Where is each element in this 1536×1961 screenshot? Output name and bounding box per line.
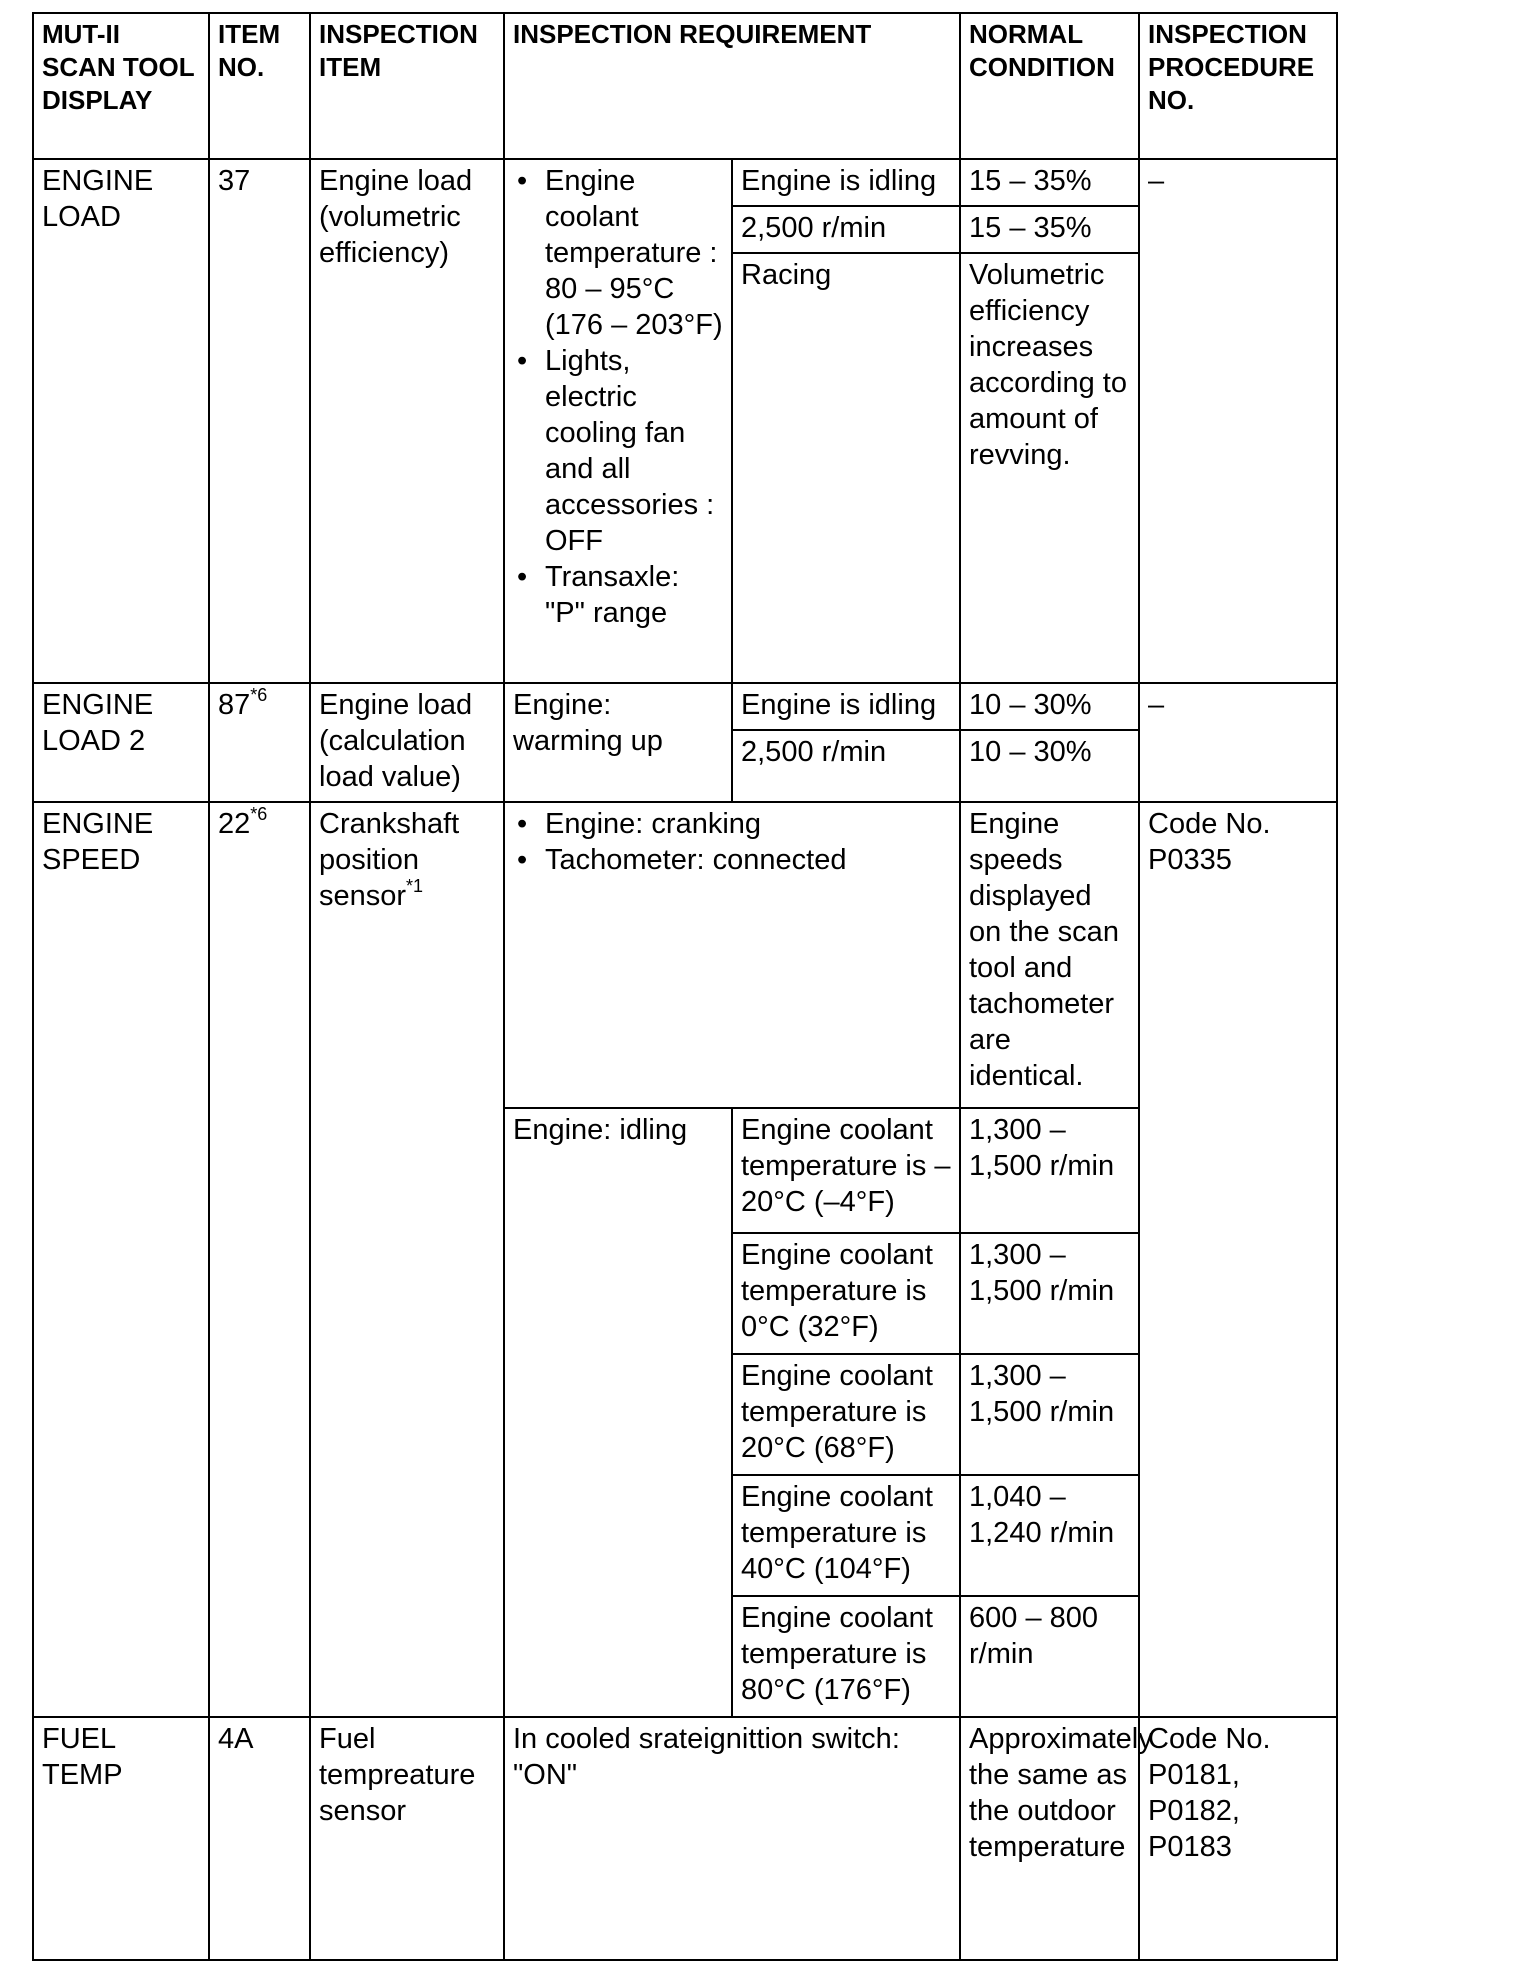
procedure-fuel-temp: Code No. P0181, P0182, P0183 (1139, 1717, 1337, 1960)
inspection-item-engine-load: Engine load (volumetric efficiency) (310, 159, 504, 683)
header-normal-condition: NORMAL CONDITION (960, 13, 1139, 159)
normal-cell: 1,040 – 1,240 r/min (960, 1475, 1139, 1596)
normal-cell: 1,300 – 1,500 r/min (960, 1354, 1139, 1475)
normal-cell: 15 – 35% (960, 206, 1139, 253)
item-no-4a: 4A (209, 1717, 310, 1960)
list-item: • Tachometer: connected (513, 842, 951, 878)
condition-cell: 2,500 r/min (732, 730, 960, 802)
footnote-mark: *1 (406, 876, 424, 896)
header-display: MUT-II SCAN TOOL DISPLAY (33, 13, 209, 159)
display-engine-speed: ENGINE SPEED (33, 802, 209, 1717)
condition-cell: Engine is idling (732, 159, 960, 206)
normal-cell: 10 – 30% (960, 683, 1139, 730)
display-fuel-temp: FUEL TEMP (33, 1717, 209, 1960)
condition-cell: Engine coolant temperature is –20°C (–4°F) (732, 1108, 960, 1233)
inspection-item-engine-speed (310, 802, 504, 1717)
inspection-item-engine-load-2: Engine load (calculation load value) (310, 683, 504, 802)
requirement-engine-load-2: Engine: warming up (504, 683, 732, 802)
normal-cell: Volumetric efficiency increases according to amount of revving. (960, 253, 1139, 683)
procedure-engine-load-2: – (1139, 683, 1337, 802)
display-engine-load: ENGINE LOAD (33, 159, 209, 683)
requirement-engine-load (504, 159, 732, 683)
item-no-value: 22 (218, 808, 251, 840)
list-item: • Lights, electric cooling fan and all accessories : OFF (513, 343, 723, 559)
condition-cell: Engine coolant temperature is 40°C (104°F) (732, 1475, 960, 1596)
procedure-engine-speed: Code No. P0335 (1139, 802, 1337, 1717)
table-row (33, 1717, 1337, 1960)
normal-cell: 15 – 35% (960, 159, 1139, 206)
header-procedure: INSPECTION PROCEDURE NO. (1139, 13, 1337, 159)
header-item-no: ITEM NO. (209, 13, 310, 159)
inspection-item-text: Crankshaft position sensor (319, 808, 460, 912)
item-no-37: 37 (209, 159, 310, 683)
inspection-table-sheet (32, 12, 1338, 1961)
list-item: • Transaxle: "P" range (513, 559, 723, 631)
list-item: • Engine coolant temperature : 80 – 95°C (176 – 203°F) (513, 163, 723, 343)
requirement-fuel-temp: In cooled srateignittion switch: "ON" (504, 1717, 960, 1960)
procedure-engine-load: – (1139, 159, 1337, 683)
condition-cell: Engine coolant temperature is 0°C (32°F) (732, 1233, 960, 1354)
display-engine-load-2: ENGINE LOAD 2 (33, 683, 209, 802)
normal-cell: 1,300 – 1,500 r/min (960, 1108, 1139, 1233)
normal-cell: Engine speeds displayed on the scan tool and tachometer are identical. (960, 802, 1139, 1108)
normal-cell: 10 – 30% (960, 730, 1139, 802)
header-row (33, 13, 1337, 159)
requirement-engine-speed-idling: Engine: idling (504, 1108, 732, 1717)
table-row (33, 683, 1337, 730)
item-no-22 (209, 802, 310, 1717)
item-no-87 (209, 683, 310, 802)
condition-cell: Engine coolant temperature is 20°C (68°F) (732, 1354, 960, 1475)
condition-cell: Engine coolant temperature is 80°C (176°F) (732, 1596, 960, 1717)
item-no-value: 87 (218, 689, 251, 721)
footnote-mark: *6 (250, 685, 268, 705)
condition-cell: Racing (732, 253, 960, 683)
header-requirement: INSPECTION REQUIREMENT (504, 13, 960, 159)
normal-cell: 1,300 – 1,500 r/min (960, 1233, 1139, 1354)
footnote-mark: *6 (250, 804, 268, 824)
normal-cell: 600 – 800 r/min (960, 1596, 1139, 1717)
condition-cell: Engine is idling (732, 683, 960, 730)
inspection-item-fuel-temp: Fuel tempreature sensor (310, 1717, 504, 1960)
table-row (33, 802, 1337, 1108)
table-row (33, 159, 1337, 206)
list-item: • Engine: cranking (513, 806, 951, 842)
inspection-table (32, 12, 1338, 1961)
requirement-engine-speed-cranking (504, 802, 960, 1108)
condition-cell: 2,500 r/min (732, 206, 960, 253)
header-inspection-item: INSPECTION ITEM (310, 13, 504, 159)
normal-cell: Approximately the same as the outdoor temperature (960, 1717, 1139, 1960)
